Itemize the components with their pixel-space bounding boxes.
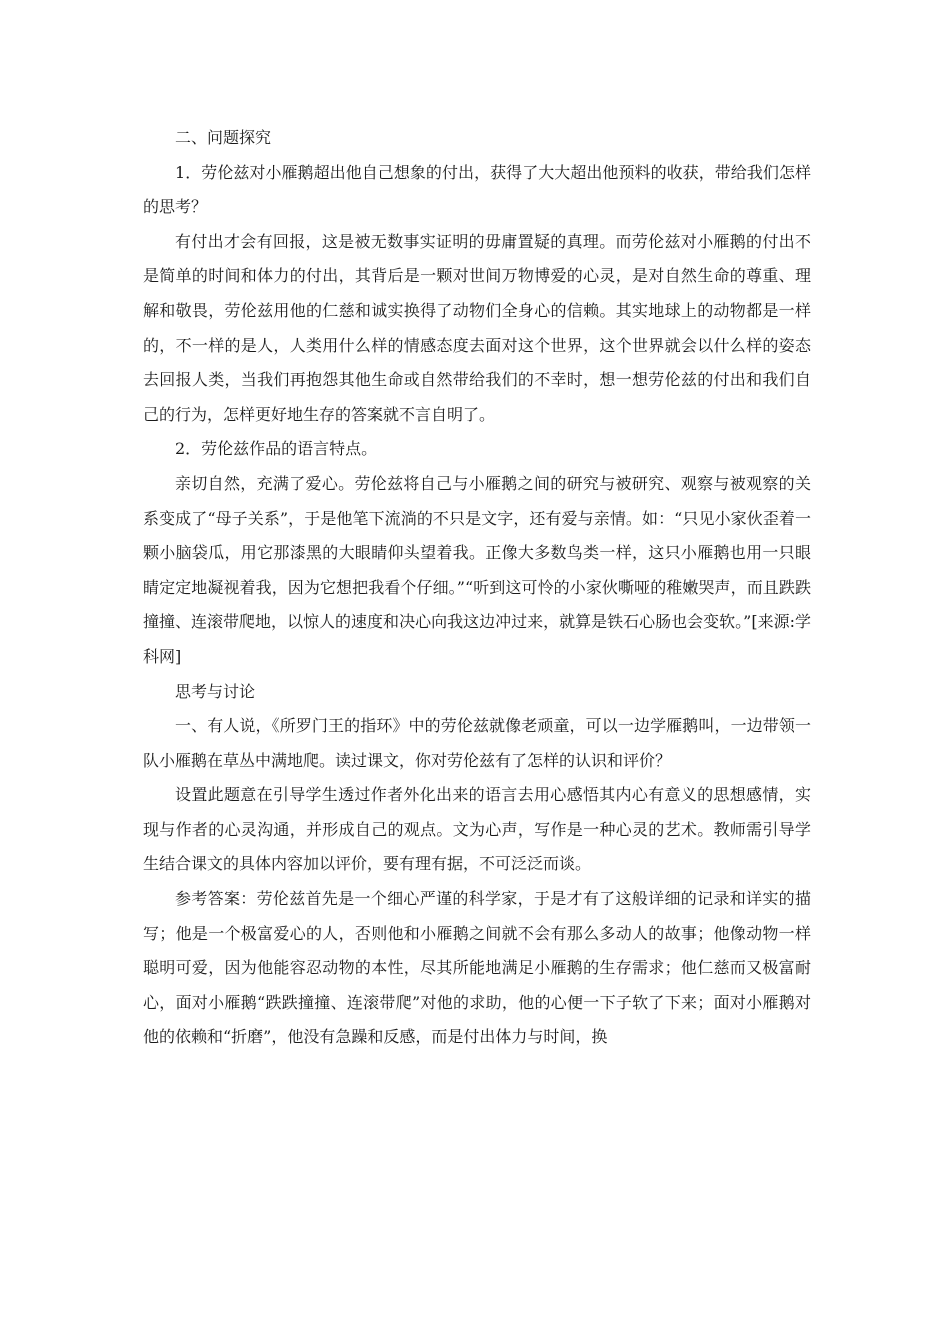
section-heading-discussion: 思考与讨论 [175, 681, 256, 701]
discussion-intent: 设置此题意在引导学生透过作者外化出来的语言去用心感悟其内心有意义的思想感情，实现与作者的心灵沟通，并形成自己的观点。文为心声，写作是一种心灵的艺术。教师需引导学生结合课文的具体内容加以评价，要有理有据，不可泛泛而谈。 [143, 785, 811, 874]
section-heading-problem-inquiry: 二、问题探究 [175, 128, 272, 147]
reference-answer: 参考答案：劳伦兹首先是一个细心严谨的科学家，于是才有了这般详细的记录和详实的描写；他是一个极富爱心的人，否则他和小雁鹅之间就不会有那么多动人的故事；他像动物一样聪明可爱，因为他能容忍动物的本性，尽其所能地满足小雁鹅的生存需求；他仁慈而又极富耐心，面对小雁鹅“跌跌撞撞、连滚带爬”对他的求助，他的心便一下子软了下来；面对小雁鹅对他的依赖和“折磨”，他没有急躁和反感，而是付出体力与时间，换 [143, 889, 811, 1047]
answer-2: 亲切自然，充满了爱心。劳伦兹将自己与小雁鹅之间的研究与被研究、观察与被观察的关系变成了“母子关系”，于是他笔下流淌的不只是文字，还有爱与亲情。如：“只见小家伙歪着一颗小脑袋瓜，用它那漆黑的大眼睛仰头望着我。正像大多数鸟类一样，这只小雁鹅也用一只眼睛定定地凝视着我，因为它想把我看个仔细。”“听到这可怜的小家伙嘶哑的稚嫩哭声，而且跌跌撞撞、连滚带爬地，以惊人的速度和决心向我这边冲过来，就算是铁石心肠也会变软。”[来源:学科网] [143, 473, 811, 666]
question-2: 2．劳伦兹作品的语言特点。 [175, 439, 378, 459]
discussion-question-1: 一、有人说，《所罗门王的指环》中的劳伦兹就像老顽童，可以一边学雁鹅叫，一边带领一队小雁鹅在草丛中满地爬。读过课文，你对劳伦兹有了怎样的认识和评价？ [143, 716, 811, 770]
answer-1: 有付出才会有回报，这是被无数事实证明的毋庸置疑的真理。而劳伦兹对小雁鹅的付出不是简单的时间和体力的付出，其背后是一颗对世间万物博爱的心灵，是对自然生命的尊重、理解和敬畏，劳伦兹用他的仁慈和诚实换得了动物们全身心的信赖。其实地球上的动物都是一样的，不一样的是人，人类用什么样的情感态度去面对这个世界，这个世界就会以什么样的姿态去回报人类，当我们再抱怨其他生命或自然带给我们的不幸时，想一想劳伦兹的付出和我们自己的行为，怎样更好地生存的答案就不言自明了。 [143, 231, 811, 424]
document-body [143, 121, 811, 1055]
question-1: 1．劳伦兹对小雁鹅超出他自己想象的付出，获得了大大超出他预料的收获，带给我们怎样的思考？ [143, 162, 811, 217]
